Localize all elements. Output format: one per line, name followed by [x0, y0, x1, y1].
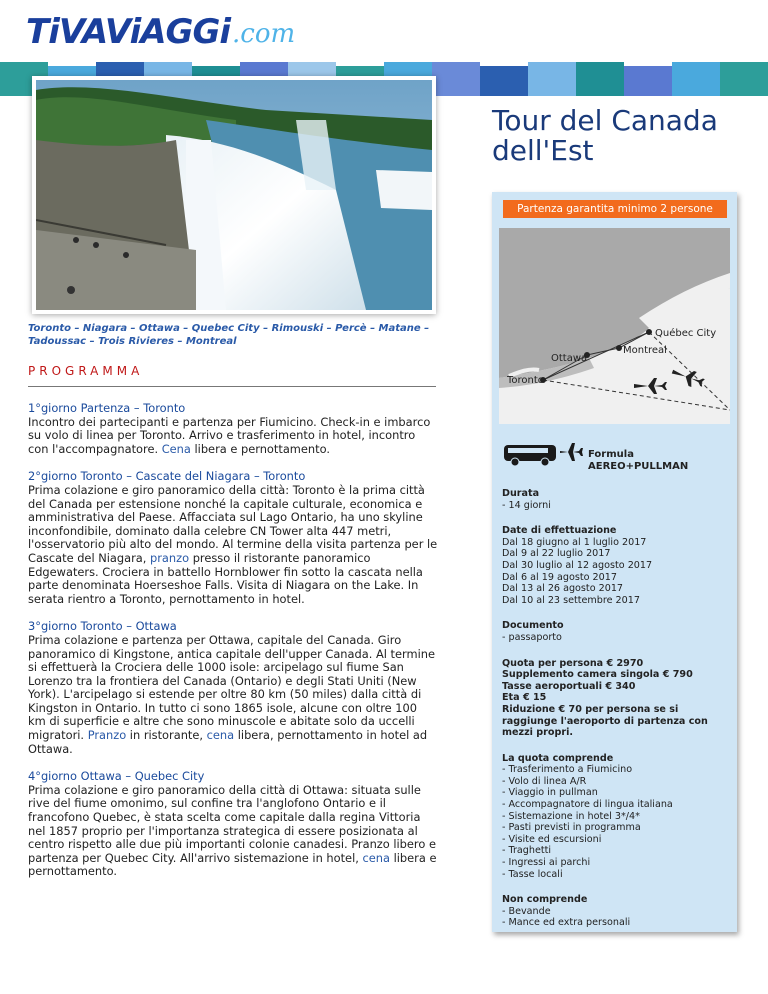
meal-highlight: Cena [161, 441, 191, 456]
document-value: - passaporto [502, 631, 562, 643]
excluded-block [502, 894, 730, 929]
document-heading: Documento [502, 620, 564, 632]
excluded-item: - Mance ed extra personali [502, 917, 631, 929]
included-item: - Accompagnatore di lingua italiana [502, 799, 673, 811]
excluded-list [502, 906, 730, 929]
meal-highlight: Pranzo [87, 728, 127, 743]
price-line: Quota per persona € 2970 [502, 657, 644, 669]
date-item: Dal 18 giugno al 1 luglio 2017 [502, 536, 647, 548]
prices-block [502, 658, 730, 739]
meal-highlight: pranzo [150, 550, 190, 565]
brand-name: TiVAViAGGi [26, 12, 231, 52]
route-map-svg [499, 228, 730, 424]
tour-info-sidebar [492, 192, 737, 932]
date-item: Dal 30 luglio al 12 agosto 2017 [502, 559, 653, 571]
day-title: 3°giorno Toronto – Ottawa [28, 619, 177, 634]
stripe-block [480, 66, 528, 96]
included-list [502, 764, 730, 880]
dates-block [502, 525, 730, 606]
included-item: - Volo di linea A/R [502, 775, 587, 787]
included-item: - Trasferimento a Fiumicino [502, 764, 633, 776]
dates-heading: Date di effettuazione [502, 525, 617, 537]
programma-heading: PROGRAMMA [28, 364, 436, 387]
included-item: - Sistemazione in hotel 3*/4* [502, 810, 640, 822]
day-entry [28, 402, 438, 456]
brand-logo [26, 12, 295, 52]
map-city-toronto: Toronto [507, 375, 544, 386]
included-item: - Pasti previsti in programma [502, 822, 641, 834]
day-title: 4°giorno Ottawa – Quebec City [28, 769, 205, 784]
day-text: Prima colazione e giro panoramico della città: Toronto è la prima città del Canada per estensione nonché la capitale culturale, economica e amministrativa del Paese. Affacciata sul Lago Ontario, ha uno skyline inconfondibile, dominato dalla celebre CN Tower alta 447 metri, l'osservatorio più alto del mondo. Al termine della visita partenza per le Cascate del Niagara, [28, 482, 438, 565]
guaranteed-departure-badge: Partenza garantita minimo 2 persone [503, 200, 727, 218]
bus-plane-icon [502, 439, 584, 469]
meal-highlight: cena [206, 728, 235, 743]
dates-list [502, 537, 730, 607]
included-item: - Viaggio in pullman [502, 787, 598, 799]
day-text: libera e pernottamento. [190, 441, 330, 456]
day-text: Incontro dei partecipanti e partenza per Fiumicino. Check-in e imbarco su volo di linea per Toronto. Arrivo e trasferimento in hotel, incontro con l'accompagnatore. [28, 414, 431, 456]
formula-label: Formula [588, 449, 634, 460]
stripe-block [528, 62, 576, 96]
day-text: in ristorante, [126, 728, 207, 743]
included-block [502, 753, 730, 881]
excluded-heading: Non comprende [502, 894, 588, 906]
day-text: libera, pernottamento in hotel ad Ottawa. [28, 728, 428, 756]
day-entry [28, 470, 438, 606]
meal-highlight: cena [362, 850, 390, 865]
day-entry [28, 620, 438, 756]
map-city-quebec: Québec City [655, 328, 717, 339]
day-description [28, 784, 438, 879]
route-map [499, 228, 730, 424]
duration-heading: Durata [502, 488, 540, 499]
day-title: 2°giorno Toronto – Cascate del Niagara – Toronto [28, 469, 306, 484]
date-item: Dal 10 al 23 settembre 2017 [502, 594, 640, 606]
map-city-ottawa: Ottawa [551, 353, 588, 364]
day-entry [28, 770, 438, 879]
tour-route: Toronto – Niagara – Ottawa – Quebec City – Rimouski – Percè – Matane – Tadoussac – Trois Rivieres – Montreal [28, 323, 430, 347]
stripe-block [432, 62, 480, 96]
day-description [28, 416, 438, 457]
price-line: Eta € 15 [502, 692, 547, 704]
price-line: Supplemento camera singola € 790 [502, 669, 693, 681]
map-city-montreal: Montreal [623, 345, 667, 356]
duration-block [502, 488, 730, 511]
excluded-item: - Bevande [502, 905, 551, 917]
formula-text [588, 449, 688, 473]
included-heading: La quota comprende [502, 752, 614, 764]
day-description [28, 484, 438, 606]
price-line: Riduzione € 70 per persona se si raggiunge l'aeroporto di partenza con mezzi propri. [502, 703, 708, 739]
document-block [502, 620, 730, 643]
niagara-falls-photo [32, 76, 436, 314]
day-description [28, 634, 438, 756]
day-title: 1°giorno Partenza – Toronto [28, 401, 186, 415]
included-item: - Tasse locali [502, 868, 563, 880]
date-item: Dal 13 al 26 agosto 2017 [502, 583, 624, 595]
day-text: Prima colazione e partenza per Ottawa, capitale del Canada. Giro panoramico di Kingstone, antica capitale dell'upper Canada. Al termine si effettuerà la Crociera delle 1000 isole: arcipelago sul fiume San Lorenzo tra la frontiera del Canada (Ontario) e degli Stati Uniti (New York). L'arcipelago si estende per oltre 80 km (50 miles) dalla città di Kingston in Ontario. In tutto ci sono 1865 isole, alcune con oltre 100 km di superficie e altre che sono minuscole e abitate solo da uccelli migratori. [28, 632, 435, 743]
included-item: - Traghetti [502, 845, 552, 857]
included-item: - Ingressi ai parchi [502, 857, 591, 869]
stripe-block [720, 62, 768, 96]
day-text: Prima colazione e giro panoramico della città di Ottawa: situata sulle rive del fiume omonimo, sul confine tra l'anglofono Ontario e il francofono Quebec, è stata scelta come capitale dalla regina Vittoria nel 1857 proprio per l'importanza strategica di essere posizionata al centro rispetto alle due più importanti colonie canadesi. Pranzo libero e partenza per Quebec City. All'arrivo sistemazione in hotel, [28, 782, 436, 865]
page-title: Tour del Canada dell'Est [492, 104, 718, 167]
day-text: libera e pernottamento. [28, 850, 437, 879]
included-item: - Visite ed escursioni [502, 833, 602, 845]
formula-value: AEREO+PULLMAN [588, 461, 689, 472]
stripe-block [576, 62, 624, 96]
duration-value: - 14 giorni [502, 499, 551, 511]
date-item: Dal 9 al 22 luglio 2017 [502, 548, 611, 560]
day-text: presso il ristorante panoramico Edgewaters. Crociera in battello Hornblower fin sotto la cascata nella parte denominata Hoerseshoe Falls. Visita di Niagara on the Lake. In serata rientro a Toronto, pernottamento in hotel. [28, 550, 423, 606]
stripe-block [624, 66, 672, 96]
price-line: Tasse aeroportuali € 340 [502, 680, 636, 692]
brand-suffix: .com [232, 19, 296, 49]
date-item: Dal 6 al 19 agosto 2017 [502, 571, 617, 583]
travel-formula [502, 439, 727, 479]
tour-details [502, 488, 730, 943]
itinerary-days [28, 402, 438, 893]
stripe-block [672, 62, 720, 96]
